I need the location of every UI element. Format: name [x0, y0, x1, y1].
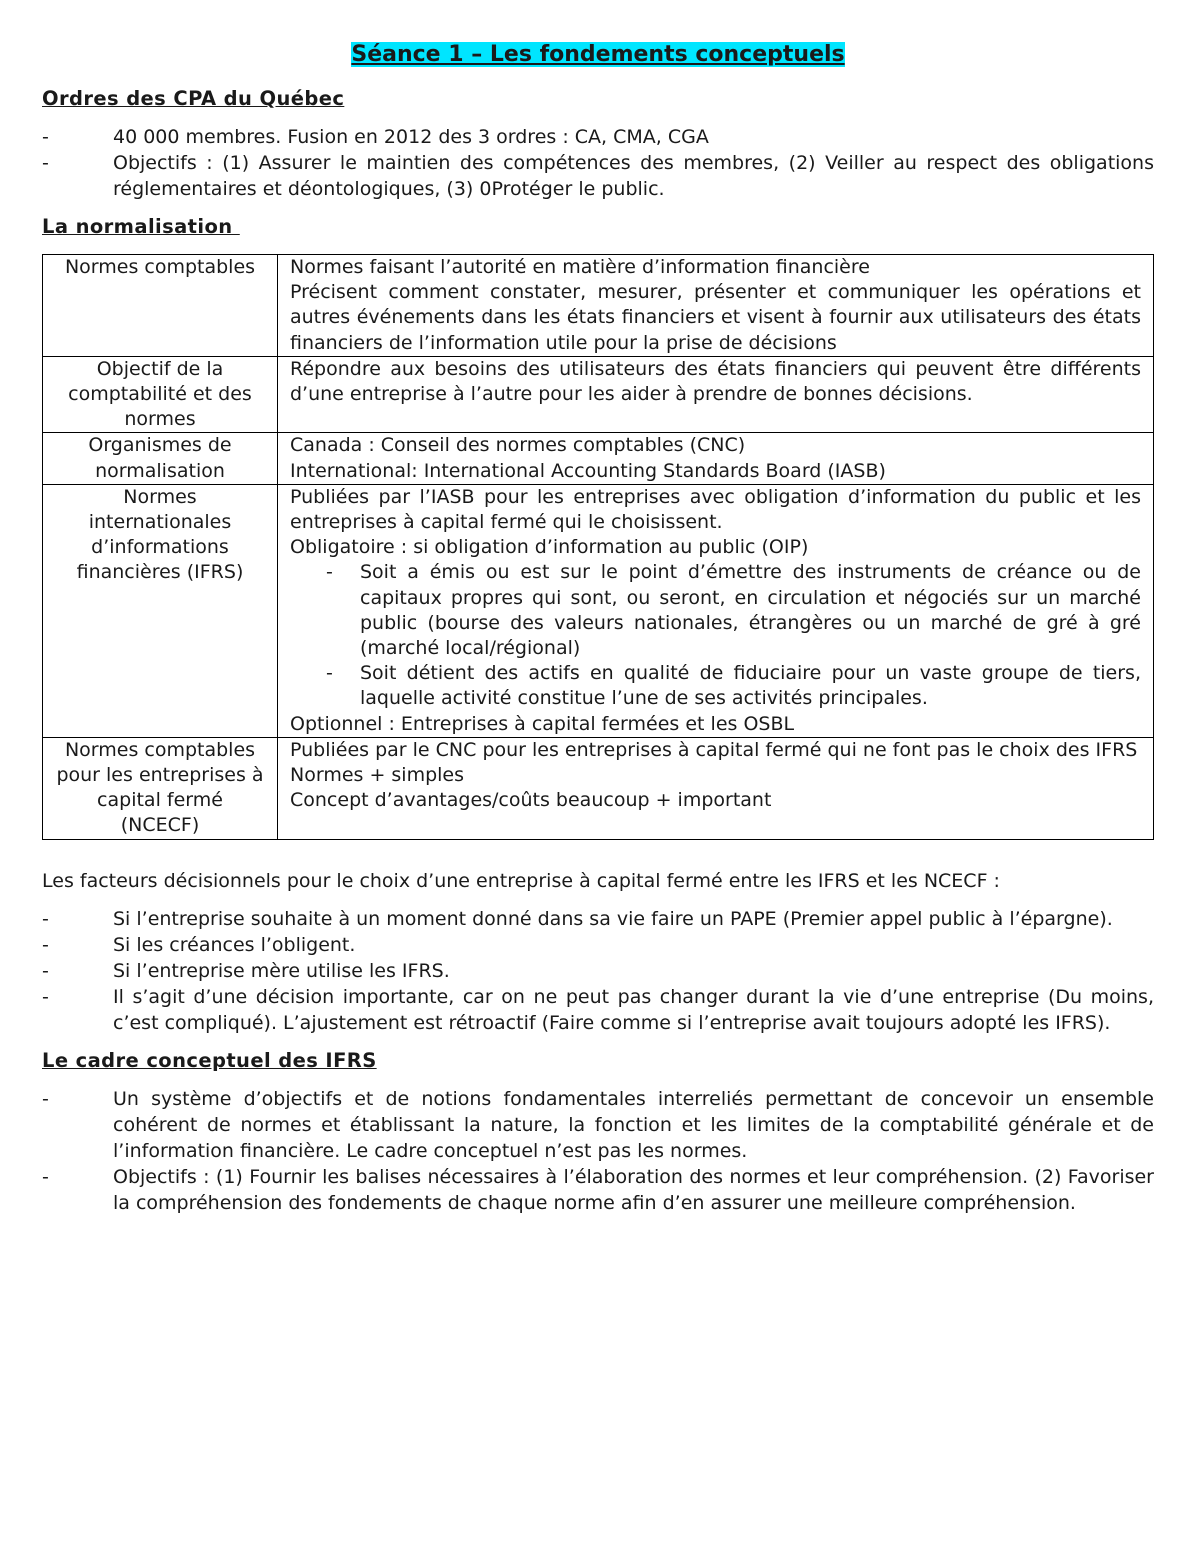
table-description: [278, 484, 1154, 737]
table-line: International: International Accounting Standards Board (IASB): [290, 459, 886, 482]
factors-bullet-list: [42, 906, 1154, 1036]
list-item: - Objectifs : (1) Fournir les balises nécessaires à l’élaboration des normes et leur compréhension. (2) Favoriser la compréhension des fondements de chaque norme afin d’en assurer une meilleure compréhension.: [42, 1164, 1154, 1216]
table-line: Canada : Conseil des normes comptables (CNC): [290, 434, 746, 457]
list-item: - Il s’agit d’une décision importante, car on ne peut pas changer durant la vie d’une entreprise (Du moins, c’est compliqué). L’ajustement est rétroactif (Faire comme si l’entreprise avait toujours adopté les IFRS).: [42, 984, 1154, 1036]
table-row: [43, 484, 1154, 737]
document-title: Séance 1 – Les fondements conceptuels: [351, 42, 845, 67]
table-line: Obligatoire : si obligation d’information au public (OIP): [290, 536, 809, 559]
table-term: Normes comptables: [43, 255, 278, 357]
table-line: Concept d’avantages/coûts beaucoup + important: [290, 789, 772, 812]
table-line: Répondre aux besoins des utilisateurs des états financiers qui peuvent être différents d’une entreprise à l’autre pour les aider à prendre de bonnes décisions.: [290, 357, 1141, 406]
list-item: - Un système d’objectifs et de notions fondamentales interreliés permettant de concevoir un ensemble cohérent de normes et établissant la nature, la fonction et les limites de la comptabilité générale et de l’information financière. Le cadre conceptuel n’est pas les normes.: [42, 1086, 1154, 1164]
table-term: Normes comptables pour les entreprises à capital fermé (NCECF): [43, 737, 278, 839]
heading-normalisation: La normalisation: [42, 215, 240, 238]
table-line: Normes + simples: [290, 764, 465, 787]
table-line: Normes faisant l’autorité en matière d’information financière: [290, 256, 870, 278]
cadre-bullet-list: [42, 1086, 1154, 1216]
list-item: - Soit détient des actifs en qualité de fiduciaire pour un vaste groupe de tiers, laquelle activité constitue l’une de ses activités principales.: [290, 661, 1141, 711]
table-line: Optionnel : Entreprises à capital fermées et les OSBL: [290, 712, 795, 735]
table-line: Publiées par l’IASB pour les entreprises avec obligation d’information du public et les entreprises à capital fermé qui le choisissent.: [290, 485, 1141, 534]
table-row: [43, 737, 1154, 839]
heading-ordres-cpa: Ordres des CPA du Québec: [42, 87, 345, 110]
table-term: Objectif de la comptabilité et des normes: [43, 356, 278, 433]
table-description: [278, 433, 1154, 484]
heading-cadre-conceptuel: Le cadre conceptuel des IFRS: [42, 1048, 377, 1072]
list-item: - Si l’entreprise souhaite à un moment donné dans sa vie faire un PAPE (Premier appel public à l’épargne).: [42, 906, 1154, 932]
table-line: Publiées par le CNC pour les entreprises à capital fermé qui ne font pas le choix des IFRS: [290, 738, 1138, 761]
normalisation-table: [42, 254, 1154, 840]
table-description: [278, 356, 1154, 433]
list-item: - 40 000 membres. Fusion en 2012 des 3 ordres : CA, CMA, CGA: [42, 124, 1154, 150]
list-item: - Objectifs : (1) Assurer le maintien des compétences des membres, (2) Veiller au respect des obligations réglementaires et déontologiques, (3) 0Protéger le public.: [42, 150, 1154, 202]
table-description: [278, 737, 1154, 839]
table-row: [43, 356, 1154, 433]
list-item: - Soit a émis ou est sur le point d’émettre des instruments de créance ou de capitaux propres qui sont, ou seront, en circulation et négociés sur un marché public (bourse des valeurs nationales, étrangères ou un marché de gré à gré (marché local/régional): [290, 560, 1141, 661]
oip-sub-list: [290, 560, 1141, 711]
factors-intro: Les facteurs décisionnels pour le choix d’une entreprise à capital fermé entre les IFRS et les NCECF :: [42, 869, 1000, 892]
table-row: [43, 433, 1154, 484]
cpa-bullet-list: [42, 124, 1154, 202]
list-item: - Si les créances l’obligent.: [42, 932, 1154, 958]
table-description: [278, 255, 1154, 357]
table-line: Précisent comment constater, mesurer, présenter et communiquer les opérations et autres événements dans les états financiers et visent à fournir aux utilisateurs des états financiers de l’information utile pour la prise de décisions: [290, 281, 1141, 354]
document-page: [42, 38, 1154, 1228]
table-term: Normes internationales d’informations financières (IFRS): [43, 484, 278, 737]
table-term: Organismes de normalisation: [43, 433, 278, 484]
list-item: - Si l’entreprise mère utilise les IFRS.: [42, 958, 1154, 984]
table-row: [43, 255, 1154, 357]
